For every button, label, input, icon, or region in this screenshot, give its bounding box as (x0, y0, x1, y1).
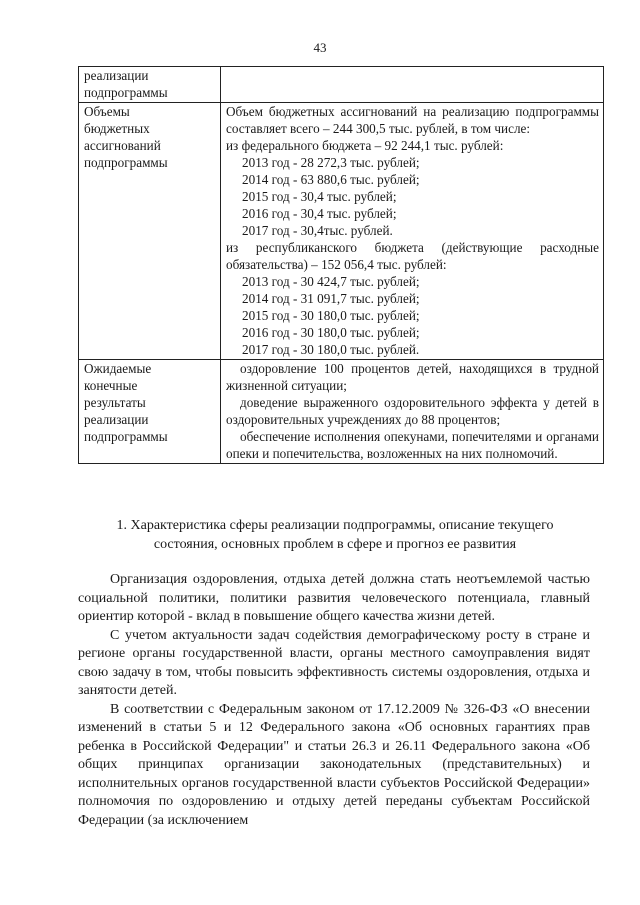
body-paragraph: В соответствии с Федеральным законом от 17.12.2009 № 326-ФЗ «О внесении изменений в статьи 5 и 12 Федерального закона «Об основных гарантиях прав ребенка в Российской Федерации" и статьи 26.3 и 26.11 Федерального закона «Об общих принципах организации законодательных (представительных) и исполнительных органов государственной власти субъектов Российской Федерации» полномочия по оздоровлению и отдыху детей переданы субъектам Российской Федерации (за исключением (78, 701, 590, 828)
label-line: реализации (84, 412, 149, 427)
republic-year-line: 2017 год - 30 180,0 тыс. рублей. (242, 342, 420, 357)
table-row (79, 360, 604, 464)
body-paragraph: Организация оздоровления, отдыха детей должна стать неотъемлемой частью социальной политики, политики развития человеческого потенциала, главный ориентир которой - вклад в повышение общего качества жизни детей. (78, 572, 590, 624)
label-line: ассигнований (84, 138, 161, 153)
republic-year-line: 2015 год - 30 180,0 тыс. рублей; (242, 308, 420, 323)
row-content (221, 360, 604, 464)
subprogram-passport-table (78, 66, 604, 464)
label-line: конечные (84, 378, 138, 393)
label-line: бюджетных (84, 121, 150, 136)
section-heading (100, 516, 570, 554)
federal-year-line: 2013 год - 28 272,3 тыс. рублей; (242, 155, 420, 170)
body-paragraph: С учетом актуальности задач содействия демографическому росту в стране и регионе органы государственной власти, органы местного самоуправления видят свою задачу в том, чтобы повысить эффективность системы оздоровления, отдыха и занятости детей. (78, 627, 590, 698)
label-line: реализации (84, 68, 149, 83)
row-label (79, 67, 221, 103)
table-row (79, 103, 604, 360)
expected-result: обеспечение исполнения опекунами, попечителями и органами опеки и попечительства, возложенных на них полномочий. (226, 429, 599, 461)
budget-total: Объем бюджетных ассигнований на реализацию подпрограммы составляет всего – 244 300,5 тыс. рублей, в том числе: (226, 104, 599, 136)
row-content (221, 67, 604, 103)
table-row (79, 67, 604, 103)
federal-year-line: 2014 год - 63 880,6 тыс. рублей; (242, 172, 420, 187)
republic-year-line: 2014 год - 31 091,7 тыс. рублей; (242, 291, 420, 306)
republic-year-line: 2016 год - 30 180,0 тыс. рублей; (242, 325, 420, 340)
label-line: подпрограммы (84, 429, 168, 444)
republic-budget-total: из республиканского бюджета (действующие расходные обязательства) – 152 056,4 тыс. рублей: (226, 240, 599, 272)
expected-result: доведение выраженного оздоровительного эффекта у детей в оздоровительных учреждениях до 88 процентов; (226, 395, 599, 427)
label-line: подпрограммы (84, 155, 168, 170)
federal-year-line: 2015 год - 30,4 тыс. рублей; (242, 189, 397, 204)
label-line: результаты (84, 395, 146, 410)
label-line: Ожидаемые (84, 361, 152, 376)
federal-year-line: 2017 год - 30,4тыс. рублей. (242, 223, 393, 238)
heading-line: 1. Характеристика сферы реализации подпрограммы, описание текущего (116, 518, 554, 533)
republic-year-line: 2013 год - 30 424,7 тыс. рублей; (242, 274, 420, 289)
label-line: подпрограммы (84, 85, 168, 100)
federal-year-line: 2016 год - 30,4 тыс. рублей; (242, 206, 397, 221)
federal-budget-total: из федерального бюджета – 92 244,1 тыс. рублей: (226, 138, 504, 153)
row-label (79, 360, 221, 464)
label-line: Объемы (84, 104, 130, 119)
page-number: 43 (313, 40, 327, 55)
row-content (221, 103, 604, 360)
section-body (78, 571, 590, 830)
expected-result: оздоровление 100 процентов детей, находящихся в трудной жизненной ситуации; (226, 361, 599, 393)
heading-line: состояния, основных проблем в сфере и прогноз ее развития (153, 537, 517, 552)
row-label (79, 103, 221, 360)
